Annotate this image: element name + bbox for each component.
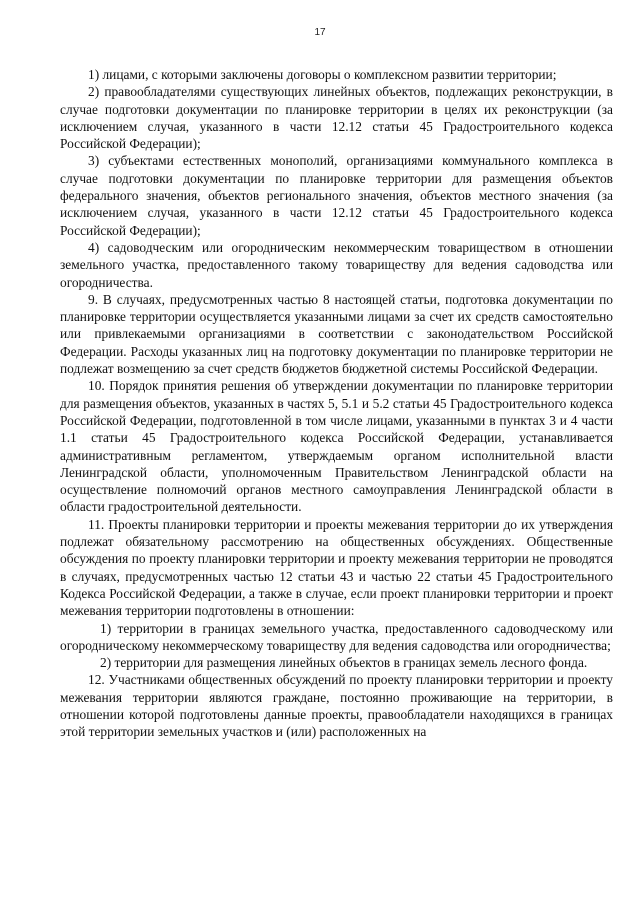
paragraph-section-11: 11. Проекты планировки территории и проекты межевания территории до их утверждения подлежат обязательному рассмотрению на общественных обсуждениях. Общественные обсуждения по проекту планировки территории и проекту межевания территории не проводятся в случаях, предусмотренных частью 12 статьи 43 и частью 22 статьи 45 Градостроительного Кодекса Российской Федерации, а также в случае, если проект планировки территории и проект межевания территории подготовлены в отношении: (60, 516, 613, 619)
document-body (60, 66, 613, 741)
paragraph-section-10: 10. Порядок принятия решения об утверждении документации по планировке территории для размещения объектов, указанных в частях 5, 5.1 и 5.2 статьи 45 Градостроительного кодекса Российской Федерации, подготовленной в том числе лицами, указанными в пунктах 3 и 4 части 1.1 статьи 45 Градостроительного кодекса Российской Федерации, устанавливается административным регламентом, утверждаемым органом исполнительной власти Ленинградской области, уполномоченным Правительством Ленинградской области на осуществление полномочий органов местного самоуправления Ленинградской области в области градостроительной деятельности. (60, 378, 613, 515)
page-number: 17 (314, 27, 326, 38)
paragraph-clause-4: 4) садоводческим или огородническим некоммерческим товариществом в отношении земельного участка, предоставленного такому товариществу для ведения садоводства или огородничества. (60, 239, 613, 290)
paragraph-section-9: 9. В случаях, предусмотренных частью 8 настоящей статьи, подготовка документации по планировке территории осуществляется указанными лицами за счет их средств самостоятельно или привлекаемыми организациями в соответствии с законодательством Российской Федерации. Расходы указанных лиц на подготовку документации по планировке территории не подлежат возмещению за счет средств бюджетов бюджетной системы Российской Федерации. (60, 291, 613, 377)
paragraph-clause-2: 2) правообладателями существующих линейных объектов, подлежащих реконструкции, в случае подготовки документации по планировке территории в целях их реконструкции (за исключением случая, указанного в части 12.12 статьи 45 Градостроительного кодекса Российской Федерации); (60, 84, 613, 152)
paragraph-section-11-item-2: 2) территории для размещения линейных объектов в границах земель лесного фонда. (100, 655, 588, 671)
paragraph-clause-1: 1) лицами, с которыми заключены договоры о комплексном развитии территории; (88, 67, 557, 82)
paragraph-section-12: 12. Участниками общественных обсуждений по проекту планировки территории и проекту межевания территории являются граждане, постоянно проживающие на территории, в отношении которой подготовлены данные проекты, правообладатели находящихся в границах этой территории земельных участков и (или) расположенных на (60, 672, 613, 740)
paragraph-clause-3: 3) субъектами естественных монополий, организациями коммунального комплекса в случае подготовки документации по планировке территории для размещения объектов федерального значения, объектов регионального значения, объектов местного значения (за исключением случая, указанного в части 12.12 статьи 45 Градостроительного кодекса Российской Федерации); (60, 153, 613, 238)
paragraph-section-11-item-1: 1) территории в границах земельного участка, предоставленного садоводческому или огородническому некоммерческому товариществу для ведения садоводства или огородничества; (60, 620, 613, 653)
